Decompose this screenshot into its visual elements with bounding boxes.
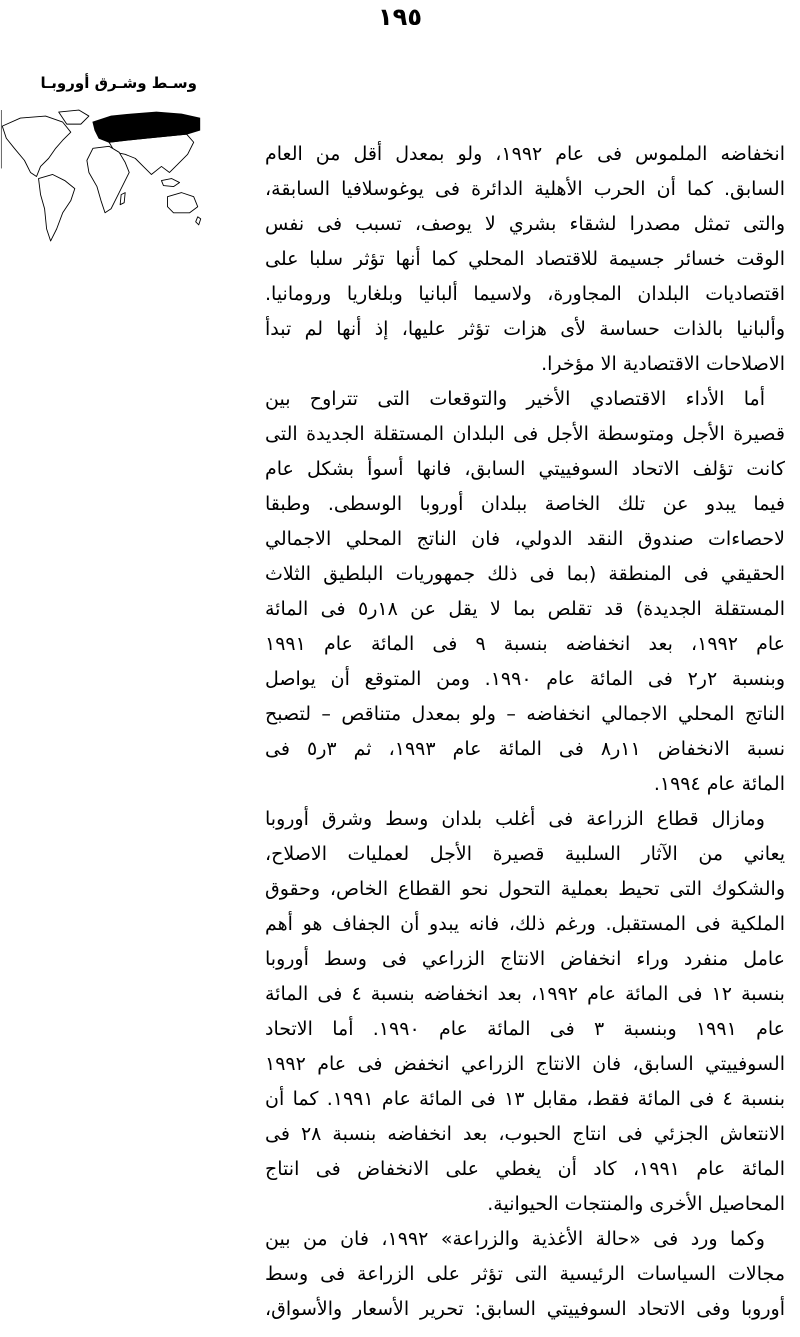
map-australia <box>167 193 197 213</box>
map-north-america <box>2 116 71 176</box>
text-line: والتى تمثل مصدرا لشقاء بشري لا يوصف، تسبب فى نفس <box>265 213 785 235</box>
paragraph-start-line: وكما ورد فى «حالة الأغذية والزراعة» ١٩٩٢، فان من بين <box>265 1228 765 1250</box>
text-line: بنسبة ١٢ فى المائة عام ١٩٩٢، بعد انخفاضه بنسبة ٤ فى المائة <box>265 983 785 1005</box>
text-line: الملكية فى المستقبل. ورغم ذلك، فانه يبدو أن الجفاف هو أهم <box>265 913 785 935</box>
text-line: المائة عام ١٩٩٤. <box>653 773 785 795</box>
map-new-zealand <box>196 217 201 225</box>
map-caption: وسـط وشـرق أوروبـا <box>40 74 197 92</box>
page-number: ١٩٥ <box>378 3 422 31</box>
map-south-america <box>39 174 75 240</box>
text-line: المستقلة الجديدة) قد تقلص بما لا يقل عن ١٨ر٥ فى المائة <box>265 598 785 620</box>
map-madagascar <box>120 193 125 205</box>
text-line: مجالات السياسات الرئيسية التى تؤثر على الزراعة فى وسط <box>265 1263 785 1285</box>
text-line: أوروبا وفى الاتحاد السوفييتي السابق: تحرير الأسعار والأسواق، <box>265 1298 785 1320</box>
text-line: الانتعاش الجزئي فى انتاج الحبوب، بعد انخفاضه بنسبة ٢٨ فى <box>265 1123 785 1145</box>
map-indonesia <box>161 179 179 187</box>
text-line: نسبة الانخفاض ١١ر٨ فى المائة عام ١٩٩٣، ثم ٣ر٥ فى <box>265 738 785 760</box>
text-line: اقتصاديات البلدان المجاورة، ولاسيما ألبانيا وبلغاريا ورومانيا. <box>265 283 785 305</box>
text-line: كانت تؤلف الاتحاد السوفييتي السابق، فانها أسوأ بشكل عام <box>265 458 785 480</box>
text-line: وألبانيا بالذات حساسة لأى هزات تؤثر عليها، إذ أنها لم تبدأ <box>265 318 785 340</box>
region-sidebar <box>0 68 205 248</box>
text-line: الوقت خسائر جسيمة للاقتصاد المحلي كما أنها تؤثر سلبا على <box>265 248 785 270</box>
text-line: بنسبة ٤ فى المائة فقط، مقابل ١٣ فى المائة عام ١٩٩١. كما أن <box>265 1088 785 1110</box>
text-line: المائة عام ١٩٩١، كاد أن يغطي على الانخفاض فى انتاج <box>265 1158 785 1180</box>
paragraph-start-line: ومازال قطاع الزراعة فى أغلب بلدان وسط وشرق أوروبا <box>265 808 765 830</box>
text-line: قصيرة الأجل ومتوسطة الأجل فى البلدان المستقلة الجديدة التى <box>265 423 785 445</box>
text-line: المحاصيل الأخرى والمنتجات الحيوانية. <box>487 1193 785 1215</box>
body-text <box>265 137 785 1327</box>
text-line: الاصلاحات الاقتصادية الا مؤخرا. <box>541 353 785 375</box>
text-line: عام ١٩٩١ وبنسبة ٣ فى المائة عام ١٩٩٠. أما الاتحاد <box>265 1018 785 1040</box>
map-greenland <box>59 110 89 124</box>
text-line: الناتج المحلي الاجمالي انخفاضه – ولو بمعدل متناقص – لتصبح <box>265 703 785 725</box>
world-map-highlight-europe-icon <box>0 108 202 244</box>
text-line: وبنسبة ٢ر٢ فى المائة عام ١٩٩٠. ومن المتوقع أن يواصل <box>265 668 785 690</box>
text-line: فيما يبدو عن تلك الخاصة ببلدان أوروبا الوسطى. وطبقا <box>265 493 785 515</box>
paragraph-start-line: أما الأداء الاقتصادي الأخير والتوقعات التى تتراوح بين <box>265 388 765 410</box>
text-line: عامل منفرد وراء انخفاض الانتاج الزراعي فى وسط أوروبا <box>265 948 785 970</box>
text-line: انخفاضه الملموس فى عام ١٩٩٢، ولو بمعدل أقل من العام <box>265 143 785 165</box>
text-line: والشكوك التى تحيط بعملية التحول نحو القطاع الخاص، وحقوق <box>265 878 785 900</box>
text-line: السابق. كما أن الحرب الأهلية الدائرة فى يوغوسلافيا السابقة، <box>265 178 785 200</box>
text-line: يعاني من الآثار السلبية قصيرة الأجل لعمليات الاصلاح، <box>265 843 785 865</box>
text-line: الحقيقي فى المنطقة (بما فى ذلك جمهوريات البلطيق الثلاث <box>265 563 785 585</box>
text-line: السوفييتي السابق، فان الانتاج الزراعي انخفض فى عام ١٩٩٢ <box>265 1053 785 1075</box>
text-line: لاحصاءات صندوق النقد الدولي، فان الناتج المحلي الاجمالي <box>265 528 785 550</box>
text-line: عام ١٩٩٢، بعد انخفاضه بنسبة ٩ فى المائة عام ١٩٩١ <box>265 633 785 655</box>
